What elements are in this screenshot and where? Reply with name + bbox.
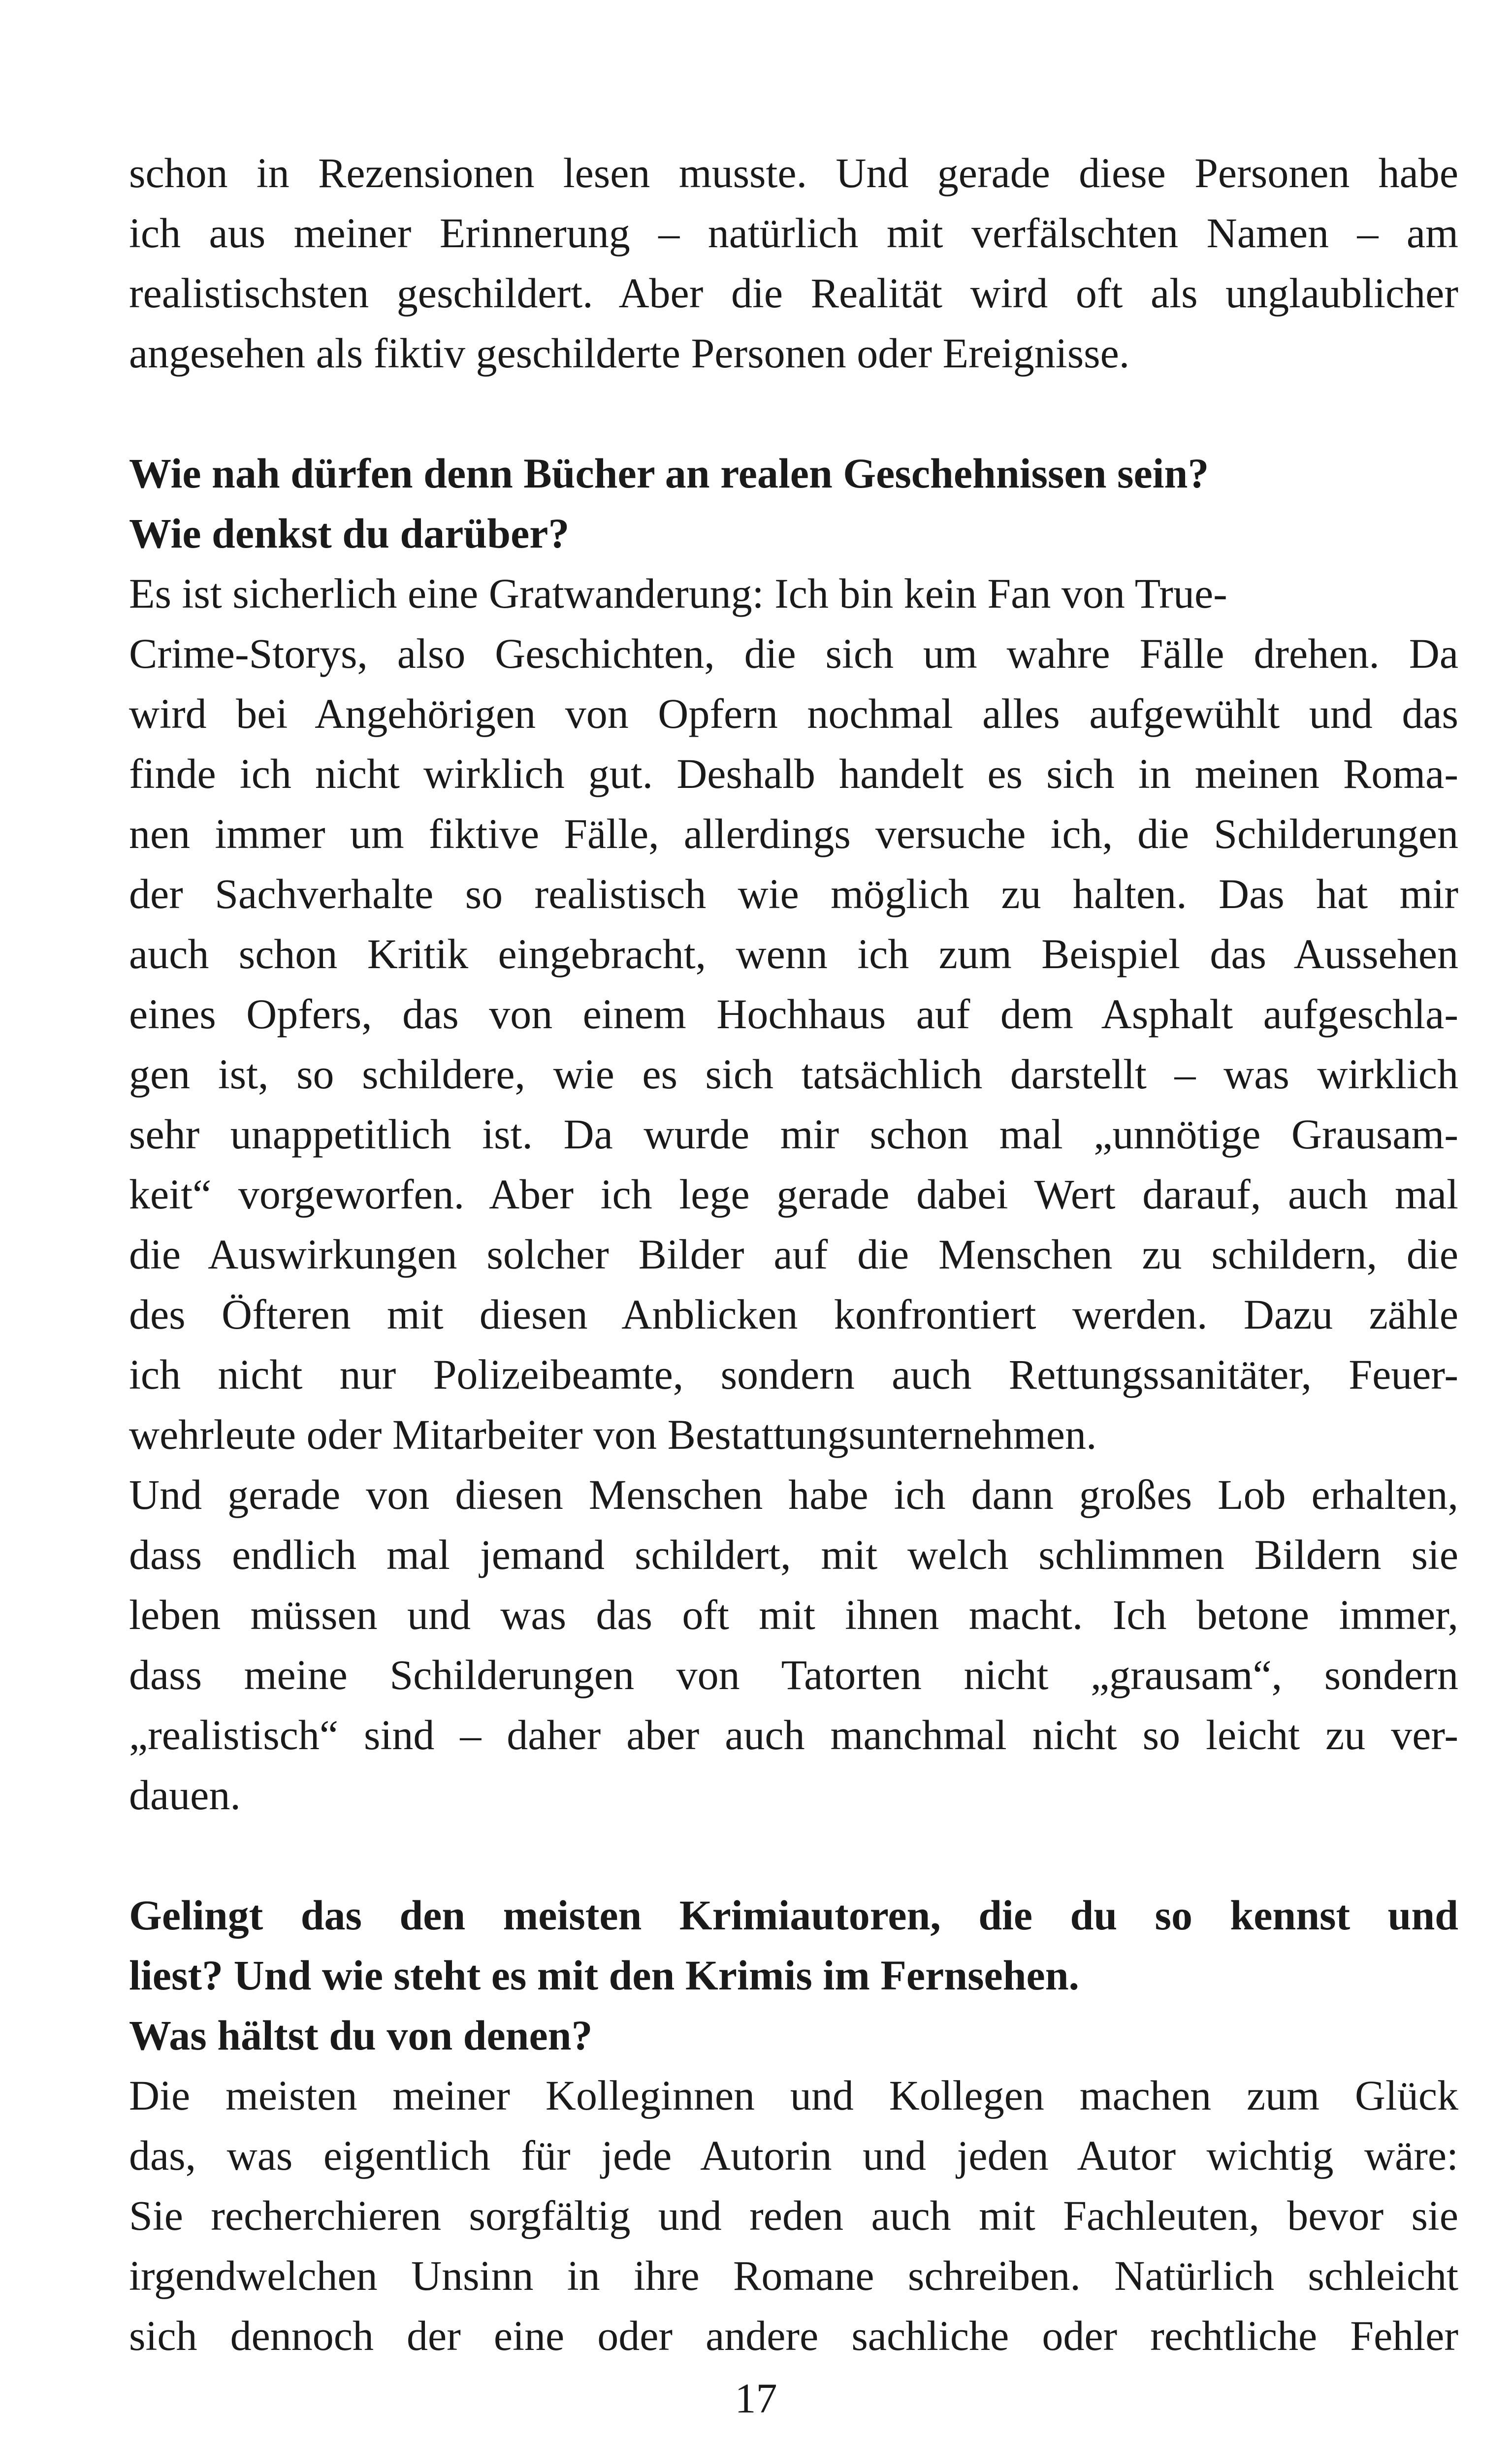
text-line: Die meisten meiner Kolleginnen und Kollegen machen zum Glück — [129, 2072, 1458, 2119]
text-line: gen ist, so schildere, wie es sich tatsächlich darstellt – was wirklich — [129, 1050, 1458, 1098]
page-number: 17 — [735, 2375, 777, 2422]
text-line: das, was eigentlich für jede Autorin und jeden Autor wichtig wäre: — [129, 2132, 1458, 2179]
text-line: finde ich nicht wirklich gut. Deshalb handelt es sich in meinen Roma- — [129, 750, 1458, 797]
text-line: auch schon Kritik eingebracht, wenn ich zum Beispiel das Aussehen — [129, 930, 1458, 977]
text-line: Sie recherchieren sorgfältig und reden auch mit Fachleuten, bevor sie — [129, 2192, 1458, 2239]
question-heading — [129, 443, 1458, 563]
body-paragraph — [129, 143, 1458, 383]
text-line: wird bei Angehörigen von Opfern nochmal alles aufgewühlt und das — [129, 690, 1458, 737]
heading-line: Wie nah dürfen denn Bücher an realen Geschehnissen sein? — [129, 450, 1209, 497]
text-line: sehr unappetitlich ist. Da wurde mir schon mal „unnötige Grausam- — [129, 1110, 1458, 1158]
text-line: sich dennoch der eine oder andere sachliche oder rechtliche Fehler — [129, 2312, 1458, 2359]
heading-line: Was hältst du von denen? — [129, 2012, 593, 2059]
text-line: irgendwelchen Unsinn in ihre Romane schreiben. Natürlich schleicht — [129, 2252, 1458, 2299]
text-line: dauen. — [129, 1771, 241, 1819]
text-line: dass endlich mal jemand schildert, mit welch schlimmen Bildern sie — [129, 1531, 1458, 1578]
paragraph-gap — [129, 383, 1458, 443]
text-line: realistischsten geschildert. Aber die Realität wird oft als unglaublicher — [129, 269, 1458, 317]
text-line: der Sachverhalte so realistisch wie möglich zu halten. Das hat mir — [129, 870, 1458, 917]
body-paragraph — [129, 563, 1458, 1825]
text-line: schon in Rezensionen lesen musste. Und gerade diese Personen habe — [129, 149, 1458, 196]
heading-line: liest? Und wie steht es mit den Krimis im Fernsehen. — [129, 1952, 1080, 1999]
text-line: eines Opfers, das von einem Hochhaus auf dem Asphalt aufgeschla- — [129, 990, 1458, 1038]
text-line: keit“ vorgeworfen. Aber ich lege gerade dabei Wert darauf, auch mal — [129, 1171, 1458, 1218]
body-paragraph — [129, 2065, 1458, 2366]
text-line: Es ist sicherlich eine Gratwanderung: Ich bin kein Fan von True- — [129, 570, 1227, 617]
text-line: nen immer um fiktive Fälle, allerdings versuche ich, die Schilderungen — [129, 810, 1458, 857]
heading-line: Gelingt das den meisten Krimiautoren, die du so kennst und — [129, 1891, 1458, 1939]
text-line: Crime-Storys, also Geschichten, die sich um wahre Fälle drehen. Da — [129, 630, 1458, 677]
text-line: dass meine Schilderungen von Tatorten nicht „grausam“, sondern — [129, 1651, 1458, 1698]
text-line: leben müssen und was das oft mit ihnen macht. Ich betone immer, — [129, 1591, 1458, 1638]
text-line: wehrleute oder Mitarbeiter von Bestattungsunternehmen. — [129, 1411, 1097, 1458]
text-line: die Auswirkungen solcher Bilder auf die Menschen zu schildern, die — [129, 1231, 1458, 1278]
paragraph-gap — [129, 1825, 1458, 1885]
question-heading — [129, 1885, 1458, 2065]
heading-line: Wie denkst du darüber? — [129, 510, 570, 557]
text-line: des Öfteren mit diesen Anblicken konfrontiert werden. Dazu zähle — [129, 1291, 1458, 1338]
text-line: ich aus meiner Erinnerung – natürlich mit verfälschten Namen – am — [129, 209, 1458, 257]
text-line: „realistisch“ sind – daher aber auch manchmal nicht so leicht zu ver- — [129, 1711, 1458, 1759]
text-line: Und gerade von diesen Menschen habe ich dann großes Lob erhalten, — [129, 1471, 1458, 1518]
text-line: ich nicht nur Polizeibeamte, sondern auch Rettungssanitäter, Feuer- — [129, 1351, 1458, 1398]
page-body — [129, 143, 1458, 2366]
text-line: angesehen als fiktiv geschilderte Personen oder Ereignisse. — [129, 329, 1130, 377]
